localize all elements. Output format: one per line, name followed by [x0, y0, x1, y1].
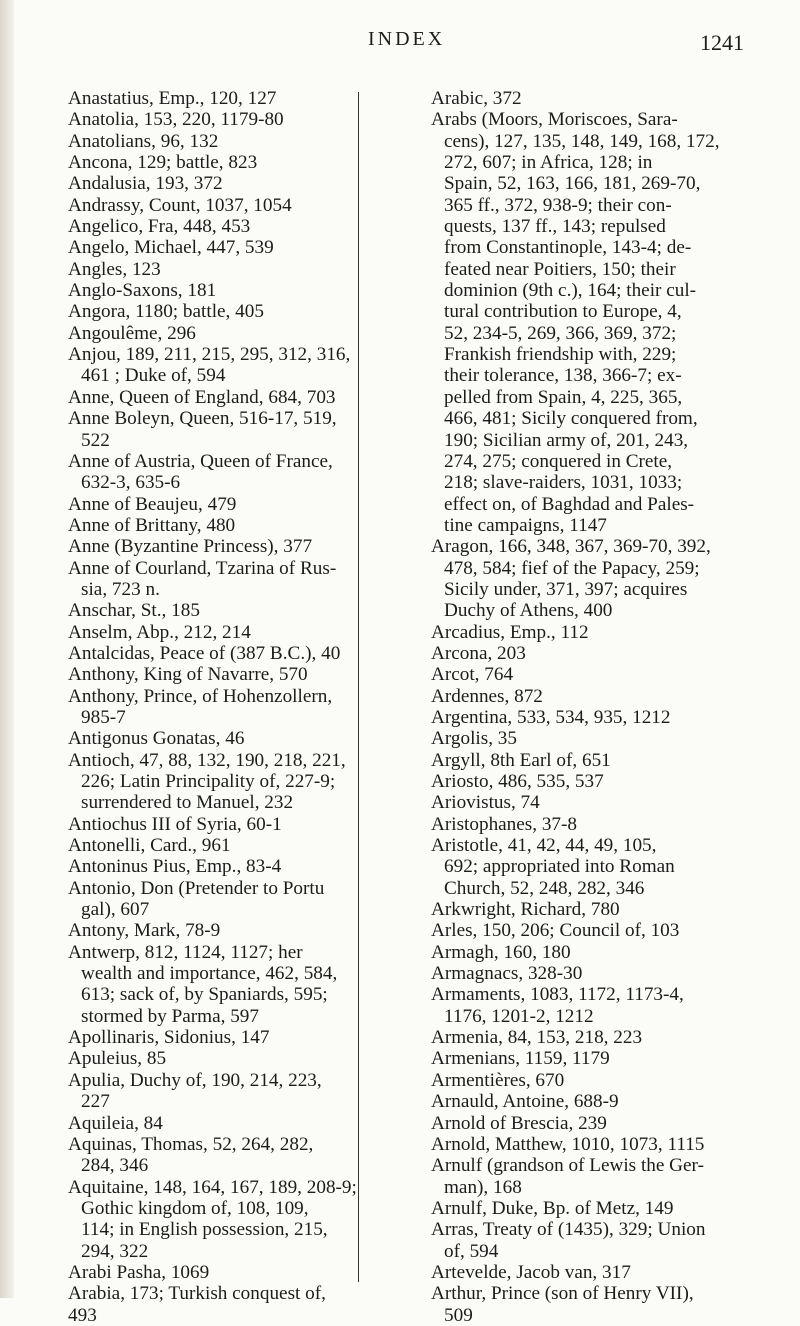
index-entry-continuation: 190; Sicilian army of, 201, 243, [444, 429, 689, 451]
index-entry: Anne (Byzantine Princess), 377 [68, 536, 313, 558]
index-entry: Arabs (Moors, Moriscoes, Sara- [431, 109, 678, 131]
index-entry: Anatolians, 96, 132 [68, 130, 219, 152]
index-entry: Apuleius, 85 [68, 1048, 167, 1070]
index-entry-continuation: from Constantinople, 143-4; de- [444, 237, 692, 259]
index-entry: Antonio, Don (Pretender to Portu [68, 877, 325, 899]
index-entry: Aristophanes, 37-8 [431, 813, 578, 835]
index-entry: Arnold of Brescia, 239 [431, 1112, 607, 1134]
index-entry: Arabic, 372 [431, 88, 522, 109]
index-entry: Anatolia, 153, 220, 1179-80 [68, 109, 284, 131]
index-entry-continuation: 52, 234-5, 269, 366, 369, 372; [444, 322, 677, 344]
index-entry: Apulia, Duchy of, 190, 214, 223, [68, 1069, 322, 1091]
index-entry: Anglo-Saxons, 181 [68, 280, 217, 302]
index-entry-continuation: 613; sack of, by Spaniards, 595; [81, 984, 328, 1006]
index-entry: Aragon, 166, 348, 367, 369-70, 392, [431, 536, 711, 558]
index-entry: Arcadius, Emp., 112 [431, 621, 589, 643]
index-entry-continuation: 272, 607; in Africa, 128; in [444, 152, 653, 174]
index-entry-continuation: man), 168 [444, 1176, 522, 1198]
index-entry: Antalcidas, Peace of (387 B.C.), 40 [68, 642, 341, 664]
index-entry-continuation: 466, 481; Sicily conquered from, [444, 408, 698, 430]
index-entry-continuation: effect on, of Baghdad and Pales- [444, 493, 695, 515]
index-entry: Angelo, Michael, 447, 539 [68, 237, 274, 259]
index-entry-continuation: 284, 346 [81, 1155, 149, 1177]
index-entry: Arles, 150, 206; Council of, 103 [431, 920, 680, 942]
index-entry-continuation: 274, 275; conquered in Crete, [444, 450, 673, 472]
index-entry-continuation: Duchy of Athens, 400 [444, 600, 613, 622]
index-entry: Anne, Queen of England, 684, 703 [68, 386, 336, 408]
index-entry: Ardennes, 872 [431, 685, 543, 707]
index-entry: Andalusia, 193, 372 [68, 173, 223, 195]
index-entry: Anne of Brittany, 480 [68, 514, 236, 536]
index-entry: Anne of Austria, Queen of France, [68, 450, 333, 472]
index-entry: Arabi Pasha, 1069 [68, 1261, 210, 1283]
index-entry: Arnold, Matthew, 1010, 1073, 1115 [431, 1133, 705, 1155]
index-column-left [68, 88, 357, 1326]
index-entry: Antony, Mark, 78-9 [68, 920, 221, 942]
index-entry: Arcona, 203 [431, 642, 526, 664]
running-title: INDEX [368, 28, 446, 50]
index-entry: Armentières, 670 [431, 1069, 565, 1091]
index-entry: Anjou, 189, 211, 215, 295, 312, 316, [68, 344, 351, 366]
index-entry: Antoninus Pius, Emp., 83-4 [68, 856, 282, 878]
index-entry: Argyll, 8th Earl of, 651 [431, 749, 611, 771]
index-entry: Armaments, 1083, 1172, 1173-4, [431, 984, 684, 1006]
index-entry: Arkwright, Richard, 780 [431, 899, 620, 921]
index-entry: Anthony, King of Navarre, 570 [68, 664, 308, 686]
index-entry: Armenia, 84, 153, 218, 223 [431, 1027, 643, 1049]
column-divider [358, 92, 359, 1282]
index-entry: Argolis, 35 [431, 728, 517, 750]
index-entry-continuation: 114; in English possession, 215, [81, 1219, 328, 1241]
index-entry-continuation: 226; Latin Principality of, 227-9; [81, 771, 336, 792]
index-entry: Aquinas, Thomas, 52, 264, 282, [68, 1133, 314, 1155]
index-entry-continuation: tine campaigns, 1147 [444, 514, 607, 536]
index-entry-continuation: 461 ; Duke of, 594 [81, 365, 226, 387]
index-entry-continuation: 509 [444, 1304, 473, 1326]
index-entry-continuation: 294, 322 [81, 1240, 149, 1262]
index-entry-continuation: 1176, 1201-2, 1212 [444, 1005, 594, 1027]
index-entry-continuation: Church, 52, 248, 282, 346 [444, 877, 645, 899]
index-entry: Ancona, 129; battle, 823 [68, 152, 258, 174]
index-entry-continuation: Spain, 52, 163, 166, 181, 269-70, [444, 173, 701, 195]
index-entry-continuation: Sicily under, 371, 397; acquires [444, 578, 688, 600]
index-entry: Angelico, Fra, 448, 453 [68, 216, 251, 238]
index-entry: Argentina, 533, 534, 935, 1212 [431, 706, 671, 728]
index-entry-continuation: dominion (9th c.), 164; their cul- [444, 280, 697, 302]
index-entry-continuation: stormed by Parma, 597 [81, 1005, 259, 1027]
index-entry: Apollinaris, Sidonius, 147 [68, 1027, 270, 1049]
index-entry-continuation: pelled from Spain, 4, 225, 365, [444, 386, 683, 408]
index-entry: Armagh, 160, 180 [431, 941, 571, 963]
index-entry: Aristotle, 41, 42, 44, 49, 105, [431, 835, 657, 857]
index-entry-continuation: feated near Poitiers, 150; their [444, 258, 676, 280]
index-entry: Antwerp, 812, 1124, 1127; her [68, 941, 303, 963]
index-entry-continuation: tural contribution to Europe, 4, [444, 301, 682, 323]
index-entry: Arnauld, Antoine, 688-9 [431, 1091, 619, 1113]
page-gutter-edge [0, 0, 14, 1298]
index-entry-continuation: 478, 584; fief of the Papacy, 259; [444, 557, 700, 579]
index-entry-continuation: of, 594 [444, 1240, 499, 1262]
index-entry: Andrassy, Count, 1037, 1054 [68, 194, 292, 216]
index-entry: Anne of Courland, Tzarina of Rus- [68, 557, 337, 579]
index-entry: Antioch, 47, 88, 132, 190, 218, 221, [68, 749, 346, 771]
index-column-right [431, 88, 731, 1326]
index-entry: Ariosto, 486, 535, 537 [431, 771, 604, 792]
index-entry: Antiochus III of Syria, 60-1 [68, 813, 282, 835]
index-entry-continuation: 218; slave-raiders, 1031, 1033; [444, 472, 683, 494]
index-entry: Arnulf (grandson of Lewis the Ger- [431, 1155, 704, 1177]
index-entry-continuation: cens), 127, 135, 148, 149, 168, 172, [444, 130, 720, 152]
index-entry-continuation: sia, 723 n. [81, 578, 160, 600]
index-entry: Arcot, 764 [431, 664, 514, 686]
index-entry-continuation: 692; appropriated into Roman [444, 856, 675, 878]
index-entry: Arras, Treaty of (1435), 329; Union [431, 1219, 706, 1241]
index-entry: Armenians, 1159, 1179 [431, 1048, 610, 1070]
index-entry-continuation: 985-7 [81, 706, 126, 728]
index-entry-continuation: 365 ff., 372, 938-9; their con- [444, 194, 672, 216]
index-entry-continuation: surrendered to Manuel, 232 [81, 792, 294, 814]
page-number: 1241 [700, 30, 744, 55]
index-entry-continuation: 632-3, 635-6 [81, 472, 181, 494]
index-entry: Anne Boleyn, Queen, 516-17, 519, [68, 408, 337, 430]
index-entry-continuation: quests, 137 ff., 143; repulsed [444, 216, 666, 238]
index-entry-continuation: 522 [81, 429, 110, 451]
index-entry: 493 [68, 1304, 97, 1326]
index-entry: Anselm, Abp., 212, 214 [68, 621, 251, 643]
index-entry-continuation: wealth and importance, 462, 584, [81, 963, 338, 985]
index-entry: Antigonus Gonatas, 46 [68, 728, 245, 750]
index-entry-continuation: their tolerance, 138, 366-7; ex- [444, 365, 682, 387]
index-entry: Arabia, 173; Turkish conquest of, [68, 1283, 326, 1305]
index-entry: Aquitaine, 148, 164, 167, 189, 208-9; [68, 1176, 357, 1198]
index-entry: Arthur, Prince (son of Henry VII), [431, 1283, 694, 1305]
index-entry: Anthony, Prince, of Hohenzollern, [68, 685, 333, 707]
index-entry: Anschar, St., 185 [68, 600, 200, 622]
index-entry-continuation: 227 [81, 1091, 110, 1113]
index-entry-continuation: gal), 607 [81, 899, 150, 921]
index-entry: Aquileia, 84 [68, 1112, 163, 1134]
index-entry: Arnulf, Duke, Bp. of Metz, 149 [431, 1197, 674, 1219]
index-entry: Artevelde, Jacob van, 317 [431, 1261, 631, 1283]
index-entry: Ariovistus, 74 [431, 792, 540, 814]
index-entry-continuation: Gothic kingdom of, 108, 109, [81, 1197, 309, 1219]
index-entry: Armagnacs, 328-30 [431, 963, 583, 985]
index-entry: Antonelli, Card., 961 [68, 835, 231, 857]
index-entry-continuation: Frankish friendship with, 229; [444, 344, 677, 366]
index-entry: Angoulême, 296 [68, 322, 196, 344]
index-entry: Anne of Beaujeu, 479 [68, 493, 237, 515]
index-entry: Angora, 1180; battle, 405 [68, 301, 264, 323]
index-entry: Angles, 123 [68, 258, 161, 280]
index-entry: Anastatius, Emp., 120, 127 [68, 88, 277, 109]
